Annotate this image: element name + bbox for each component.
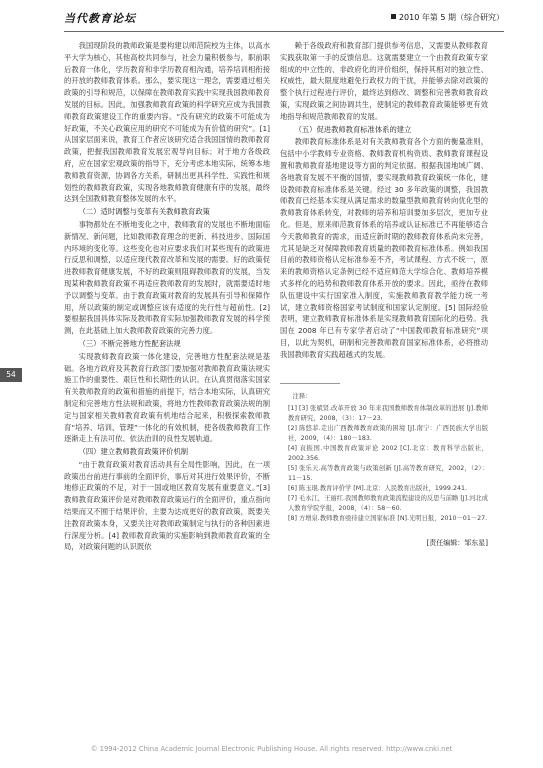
body-paragraph: 教师教育标准体系是对有关教师教育各个方面的衡量准则，包括中小学教师专业资格、教师教育机构资质、教师教育课程设置和教师教育基地建设等方面的判定依据。根据我国地域广阔、各地教育发展不平衡的国情，要实现教师教育政策统一体化，建设教师教育标准体系是关键。经过 30 多年政策的调整，我国教师教育已经基本实现从满足需求的数量型教师教育转向优化型的教师教育体系转变，对教师的培养和培训要加多层次，更加专业化。但是，原来师范教育体系的培养或认证标准已不再能够适合今天教师教育的需求，而适应新时期的教师教育体系尚未完善，尤其是缺乏对保障教师教育质量的教师教育标准体系。例如我国目前的教师资格认定标准参差不齐，考试课程、方式不统一，原来的教师资格认定条例已经不适应师范大学综合化、教师培养模式多样化的趋势和教师教育体系开放的要求。因此，亟待在教师队伍建设中实行国家准入制度，实施教师教育教学能力统一考试，建立教师资格国家考试制度和国家认定制度。[5] 国际经验表明，建立教师教育标准体系是实现教师教育国际化的趋势。我国在 2008 年已有专家学者启动了“中国教师教育标准研究”项目，以此为契机，研制和完善教师教育国家标准体系，必将推动我国教师教育实践超越式的发展。 [280,137,488,359]
issue-text: 2010 年第 5 期（综合研究） [398,13,504,22]
body-paragraph: 实现教师教育政策一体化建设，完善地方性配套法规是基础。各地方政府及其教育行政部门要加强对教师教育政策法规实施工作的重要性、艰巨性和长期性的认识。在认真贯彻落实国家有关教师教育的政策和措施的前提下，结合本地实际，认真研究制定和完善地方性法规和政策，将地方性教师教育政策法规的制定与国家相关教师教育政策有机地结合起来，积极探索教师教育“培养、培训、管理”一体化的有效机制，使各级教师教育工作逐渐走上有法可依、依法治训的良性发展轨道。 [64,351,270,444]
section-subheading: （三）不断完善地方性配套法规 [78,338,181,348]
reference-item: [4] 袁振国.中国教育政策评论 2002 [C].北京：教育科学出版社，2002.356. [288,444,488,462]
reference-item: [8] 方增泉.教师教育亟待建立国家标准 [N].光明日报，2010－01－27. [288,514,488,522]
body-paragraph: “由于教育政策对教育活动具有全局性影响，因此，在一项政策出台前进行事前的全面评价，事后对其进行效果评价，不断地修正政策的不足，对于一国或地区教育发展有重要意义。”[3] 教师教育政策评价是对教师教育政策运行的全面评价，重点指向结果而又不囿于结果评价，主要为达成更好的教育政策，既要关注教育政策本身，又要关注对教师政策制定与执行的各种因素进行深度分析。[4] 教师教育政策的实施影响到教师教育政策的全局，对政策问题的认识既依 [64,459,270,552]
right-column-body [280,40,488,361]
square-bullet-icon [391,14,396,19]
right-column [280,40,488,549]
section-subheading: （五）促进教师教育标准体系的建立 [294,124,412,134]
reference-item: [5] 张乐天.高等教育政策与政策创新 [J].高等教育研究，2002，（2）：11－15. [288,464,488,482]
body-paragraph: 事物都处在不断地变化之中，教师教育的发展也不断地面临新情况、新问题，比如教师教育理念的更新、科技进步、国际国内环境的变化等。这些变化也对应要求我们对某些现有的政策进行反思和调整，以适应现代教育改革和发展的需要。好的政策促进教师教育健康发展，不好的政策则阻碍教师教育的发展，当发现某种教师教育政策不再适应教师教育的发展时，就需要适时地予以调整与变革。由于教育政策对教育的发展具有引导和保障作用，所以政策的制定或调整应该有适度的先行性与超前性。[2] 要根据我国具体实际及教师教育实际加强教师教育发展的科学预测，在此基础上加大教师教育政策的完善力度。 [64,219,270,336]
references-divider [280,383,340,384]
left-column [64,40,270,553]
references [280,392,488,524]
body-paragraph: 我国现阶段的教师政策是要构建以师范院校为主体，以高水平大学为核心，其他高校共同参与，社会力量积极参与，职前职后教育一体化，学历教育和非学历教育相沟通，培养培训相衔接的开放的教师教育体系。那么，要实现这一理念，需要通过相关政策的引导和规范，以保障在教师教育实践中实现我国教师教育发展的目标。因此，加强教师教育政策的科学研究应成为我国教师教育政策建设工作的重要内容。“没有研究的政策不可能成为好政策，不关心政策应用的研究不可能成为有价值的研究”。[1] 从国家层面来说，教育工作者应该研究适合我国国情的教师教育政策，把握我国教师教育发展宏观导向目标；对于地方各级政府，应在国家宏观政策的指导下，充分考虑本地实际，统筹本地教师教育资源，协调各方关系，研制出更具科学性、实践性和规划性的教师教育政策，实现各地教师教育健康有序的发展，最终达到全国教师教育整体发展的水平。 [64,41,270,204]
page-header [64,8,504,30]
issue-label [391,12,504,23]
editor-credit: [责任编辑：邹东星] [426,538,488,547]
reference-item: [2] 陈悠菲.走出广西教师教育政策的困境 [J].南宁：广西民族大学出版社，2009，（4）：180－183. [288,424,488,442]
reference-item: [7] 毛永江，王丽红.我国教师教育政策流程建设的反思与前瞻 [J].河北成人教育学院学报，2008，（4）：58－60. [288,494,489,512]
header-divider [64,31,504,32]
page-number-tab: 54 [0,368,22,382]
reference-item: [1] [3] 张斌贤.改革开放 30 年来我国教师教育体制改革的进展 [J].教师教育研究，2008，（3）：17－23. [288,404,488,422]
references-list [280,404,488,524]
references-heading: 注释： [292,392,312,400]
section-subheading: （四）建立教师教育政策评价机制 [78,447,189,457]
body-paragraph: 赖于各级政府和教育部门提供参考信息，又需要从教师教育实践获取第一手的反馈信息。这就需要建立一个由教育政策专家组成的中立性的、非政府化的评价组织，保持其相对的独立性、权威性，最大限度地避免行政权力的干扰，并能够去除对政策的整个执行过程进行评价，最终达到修改、调整和完善教师教育政策，实现政策之间协调共生，使制定的教师教育政策能够更有效地指导和规范教师教育的发展。 [280,41,488,121]
reference-item: [6] 陈玉琨.教育评价学 [M].北京：人民教育出版社，1999.241. [288,484,467,492]
section-subheading: （二）适时调整与变革有关教师教育政策 [78,207,210,217]
journal-logo: 当代教育论坛 [64,12,136,25]
copyright-footer: © 1994-2012 China Academic Journal Electronic Publishing House. All rights reserved. http://www.cnki.net [90,745,453,753]
